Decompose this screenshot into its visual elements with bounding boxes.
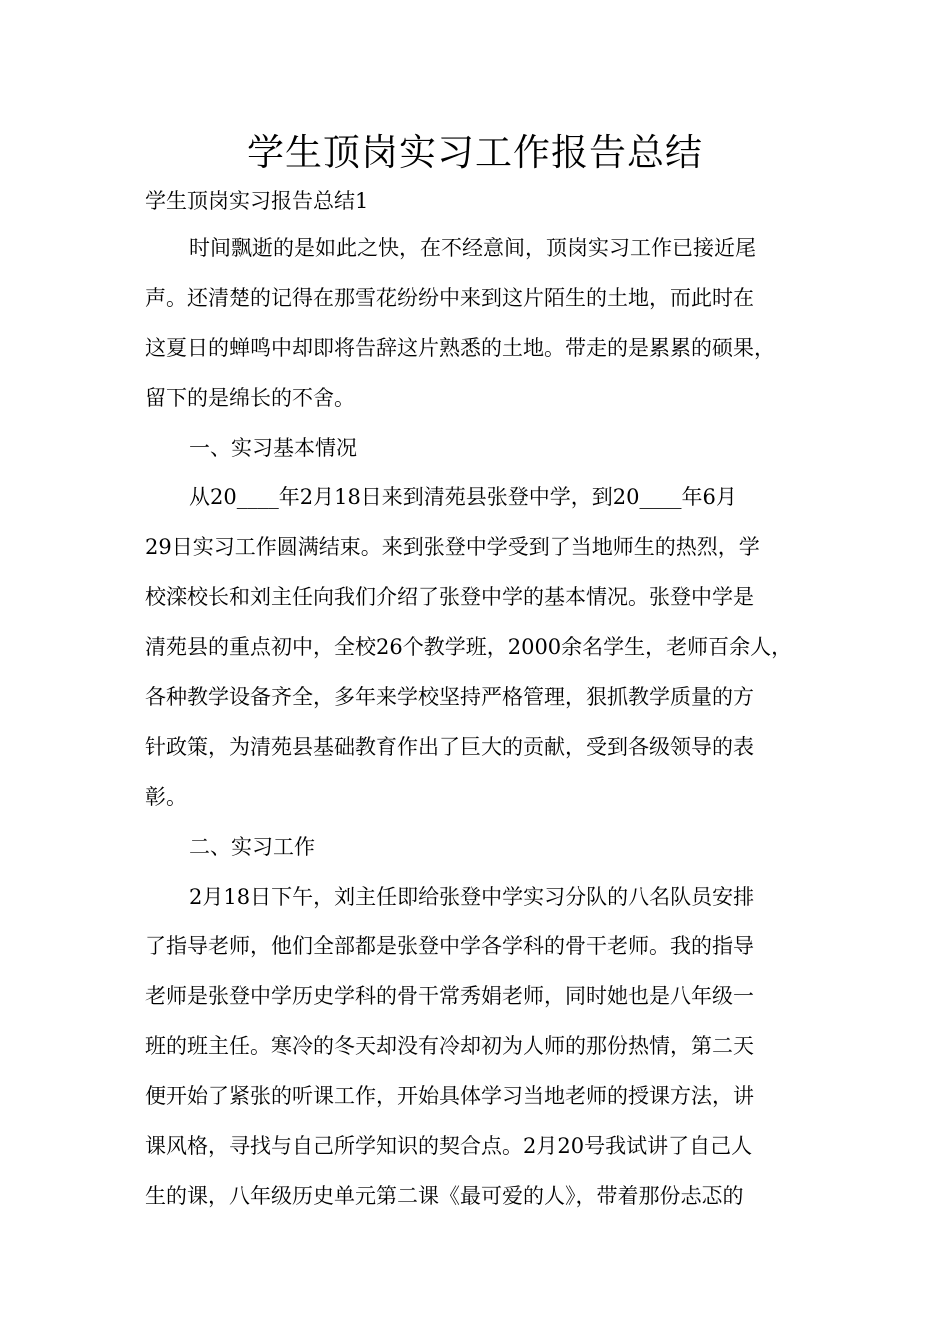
document-title: 学生顶岗实习工作报告总结: [247, 131, 703, 174]
text-line: 留下的是绵长的不舍。: [145, 385, 355, 410]
text-line: 课风格，寻找与自己所学知识的契合点。2月20号我试讲了自己人: [145, 1134, 753, 1159]
section-heading: 二、实习工作: [189, 834, 315, 859]
text-line: 2月18日下午，刘主任即给张登中学实习分队的八名队员安排: [189, 884, 755, 909]
section-heading-work: [145, 831, 805, 881]
document-body: [145, 232, 805, 1230]
text-line: 29日实习工作圆满结束。来到张登中学受到了当地师生的热烈，学: [145, 535, 760, 560]
text-line: 声。还清楚的记得在那雪花纷纷中来到这片陌生的土地，而此时在: [145, 285, 754, 310]
text-line: 针政策，为清苑县基础教育作出了巨大的贡献，受到各级领导的表: [145, 734, 754, 759]
text-line: 时间飘逝的是如此之快，在不经意间，顶岗实习工作已接近尾: [189, 236, 756, 260]
section-heading: 一、实习基本情况: [189, 435, 357, 460]
text-line: 了指导老师，他们全部都是张登中学各学科的骨干老师。我的指导: [145, 934, 754, 959]
text-line: 从20____年2月18日来到清苑县张登中学，到20____年6月: [189, 485, 737, 510]
text-line: 彰。: [145, 784, 187, 809]
text-line: 校滦校长和刘主任向我们介绍了张登中学的基本情况。张登中学是: [145, 585, 754, 610]
text-line: 清苑县的重点初中，全校26个教学班，2000余名学生，老师百余人，: [145, 635, 793, 660]
text-line: 老师是张登中学历史学科的骨干常秀娟老师，同时她也是八年级一: [145, 984, 754, 1009]
document-subtitle: 学生顶岗实习报告总结1: [145, 189, 369, 213]
section-heading-basic: [145, 432, 805, 482]
text-line: 这夏日的蝉鸣中却即将告辞这片熟悉的土地。带走的是累累的硕果，: [145, 335, 775, 360]
paragraph-intro: [145, 232, 805, 432]
paragraph-work: [145, 881, 805, 1230]
text-line: 各种教学设备齐全，多年来学校坚持严格管理，狠抓教学质量的方: [145, 685, 754, 710]
text-line: 便开始了紧张的听课工作，开始具体学习当地老师的授课方法，讲: [145, 1084, 754, 1109]
text-line: 生的课，八年级历史单元第二课《最可爱的人》，带着那份忐忑的: [145, 1183, 744, 1208]
text-line: 班的班主任。寒冷的冬天却没有冷却初为人师的那份热情，第二天: [145, 1034, 754, 1059]
paragraph-basic-info: [145, 481, 805, 830]
